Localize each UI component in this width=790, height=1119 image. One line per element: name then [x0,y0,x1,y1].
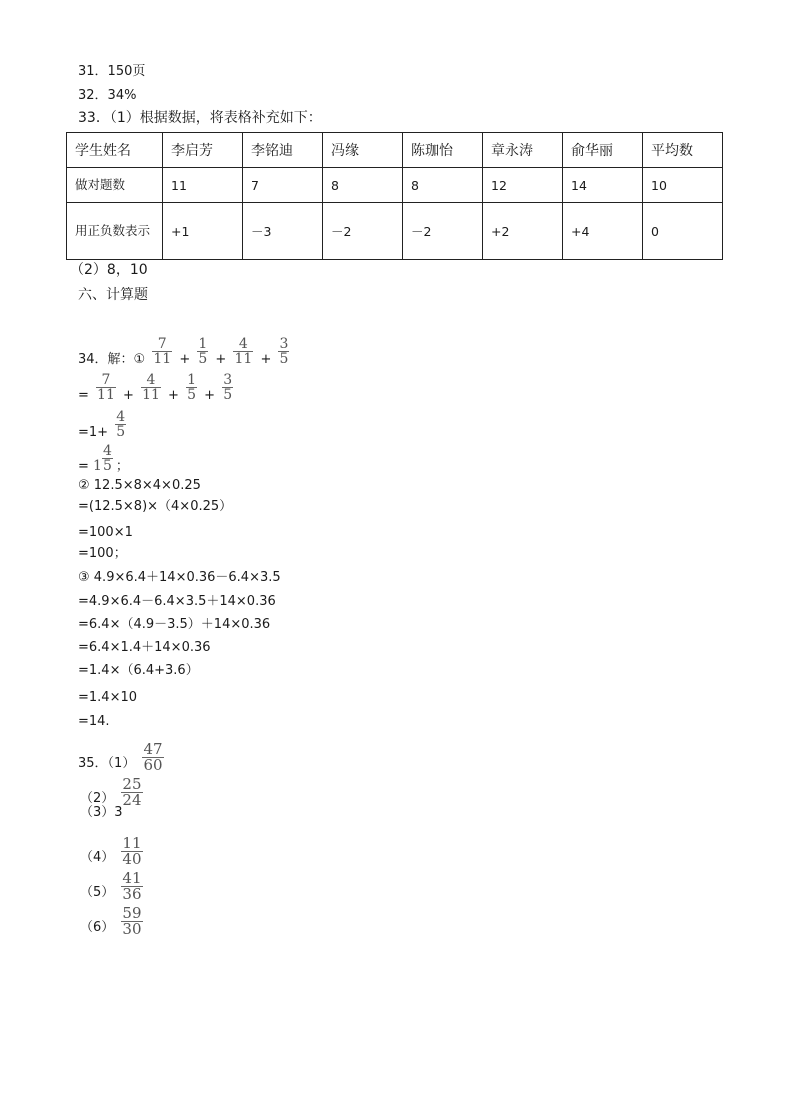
table-cell: 俞华丽 [563,133,643,168]
q34-part2-line2: =(12.5×8)×（4×0.25） [78,499,233,514]
answer-31: 31．150页 [78,64,146,79]
table-cell: －3 [243,203,323,260]
q34-part2-line4: =100； [78,546,127,561]
fraction: $\frac{3}{5}$ [223,372,233,403]
q34-line3: =1+ $\frac{4}{5}$ [78,409,126,440]
table-cell: 学生姓名 [67,133,163,168]
fraction: $\frac{59}{30}$ [122,904,142,938]
fraction: $\frac{3}{5}$ [279,336,289,367]
answer-33-intro: 33．（1）根据数据，将表格补充如下： [78,110,322,126]
table-row-correct [67,168,723,203]
fraction: $\frac{1}{5}$ [198,336,208,367]
fraction: $\frac{4}{11}$ [234,336,253,367]
table-cell: 冯缘 [323,133,403,168]
q35-line4: （4） $\frac{11}{40}$ [80,834,142,868]
fraction: $\frac{25}{24}$ [122,775,142,809]
q34-part3-line4: =6.4×1.4＋14×0.36 [78,640,211,655]
table-row-label: 做对题数 [67,168,163,203]
table-cell: 李铭迪 [243,133,323,168]
fraction: $\frac{4}{11}$ [142,372,160,403]
table-cell: +1 [163,203,243,260]
table-cell: +2 [483,203,563,260]
q34-part3-line5: =1.4×（6.4+3.6） [78,663,199,678]
q34-line1: 34．解：① $\frac{7}{11}$ + $\frac{1}{5}$ + $\frac{4}{11}$ + $\frac{3}{5}$ [78,336,289,367]
table-cell: 14 [563,168,643,203]
fraction: $\frac{7}{11}$ [97,372,115,403]
table-cell: 李启芳 [163,133,243,168]
fraction: $\frac{1}{5}$ [187,372,196,403]
q35-line6: （6） $\frac{59}{30}$ [80,904,142,938]
table-cell: 10 [643,168,723,203]
q34-part3-line6: =1.4×10 [78,690,138,705]
q35-line2: （2） $\frac{25}{24}$ [80,775,142,809]
table-cell: 陈珈怡 [403,133,483,168]
table-cell: 12 [483,168,563,203]
q35-line3: （3）3 [80,805,123,820]
table-cell: －2 [403,203,483,260]
fraction: $\frac{4}{5}$ [102,443,112,474]
fraction: $\frac{47}{60}$ [143,740,163,774]
table-cell: 8 [403,168,483,203]
fraction: $\frac{11}{40}$ [122,834,142,868]
answer-32: 32．34% [78,88,137,103]
q34-part3-line1: ③ 4.9×6.4＋14×0.36－6.4×3.5 [78,570,281,585]
fraction: $\frac{4}{5}$ [116,409,126,440]
table-row-signed [67,203,723,260]
q34-line4: = 1 $\frac{4}{5}$ ； [78,443,129,474]
section-heading: 六、计算题 [78,287,148,303]
table-cell: 0 [643,203,723,260]
fraction: $\frac{41}{36}$ [122,869,142,903]
q34-part2-line3: =100×1 [78,525,133,540]
table-cell: 平均数 [643,133,723,168]
answer-33-part2: （2）8，10 [70,262,148,278]
table-header-row [67,133,723,168]
table-cell: 8 [323,168,403,203]
table-cell: －2 [323,203,403,260]
q35-label: 35．（1） [78,756,136,771]
q34-part3-line2: =4.9×6.4－6.4×3.5＋14×0.36 [78,594,276,609]
score-table [66,132,723,260]
table-cell: 7 [243,168,323,203]
q34-part2-line1: ② 12.5×8×4×0.25 [78,478,201,493]
table-cell: 章永涛 [483,133,563,168]
q35-line5: （5） $\frac{41}{36}$ [80,869,142,903]
table-row-label: 用正负数表示 [67,203,163,260]
table-cell: 11 [163,168,243,203]
table-cell: +4 [563,203,643,260]
q34-label: 34．解：① [78,352,146,367]
q34-part3-line7: =14. [78,714,110,729]
q34-line2: = $\frac{7}{11}$ + $\frac{4}{11}$ + $\frac{1}{5}$ + $\frac{3}{5}$ [78,372,233,403]
fraction: $\frac{7}{11}$ [153,336,172,367]
q34-part3-line3: =6.4×（4.9－3.5）＋14×0.36 [78,617,271,632]
